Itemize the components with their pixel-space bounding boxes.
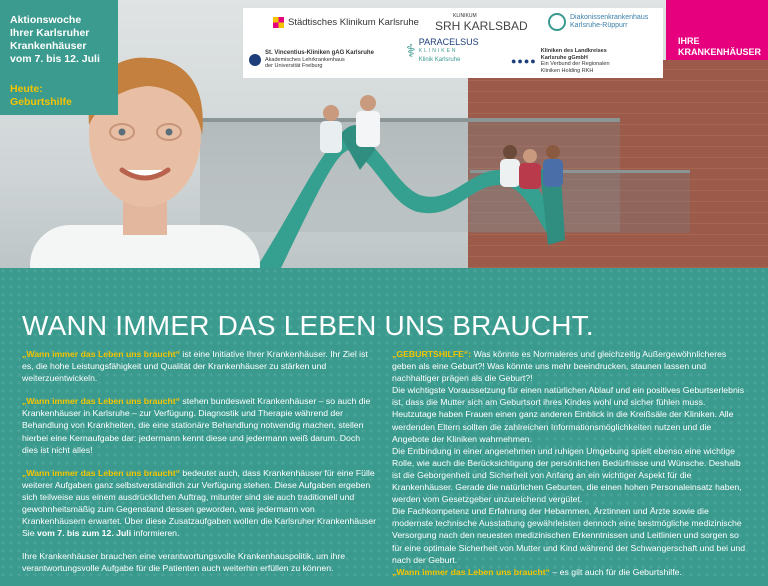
paracelsus-icon: ⚕ bbox=[406, 41, 416, 61]
sidebar-line-3: Krankenhäuser bbox=[10, 40, 87, 52]
left-paragraph-4: Ihre Krankenhäuser brauchen eine verantwortungsvolle Krankenhauspolitik, um ihre verantwortungsvolle Aufgabe für die Patienten auch weiterhin erfüllen zu können. bbox=[22, 551, 346, 574]
right-paragraph-4: Die Entbindung in einer angenehmen und ruhigen Umgebung spielt ebenso eine wichtige Rolle, wie auch die Berücksichtigung der persönlichen Bedürfnisse und Wünsche. Deshalb ist die Geborgenheit und Sicherheit von Anfang an ein wichtiger Aspekt für die Krankenhäuser. Gerade die natürlichen Geburten, die einen hohen Personaleinsatz haben, werden vom Gesetzgeber unzureichend vergütet. bbox=[392, 445, 742, 505]
right-paragraph-2: Die wichtigste Voraussetzung für einen natürlichen Ablauf und ein positives Geburtserlebnis ist, dass die Mutter sich am Geburtsort ihres Kindes wohl und sicher fühlen muss. bbox=[392, 385, 745, 408]
logo-diakonissen bbox=[548, 13, 648, 31]
landkreis-icon: ●●●● bbox=[511, 56, 537, 66]
stkk-icon bbox=[273, 17, 284, 28]
sidebar-line-2: Ihrer Karlsruher bbox=[10, 27, 90, 39]
today-label: Heute: bbox=[10, 83, 43, 95]
today-topic bbox=[10, 83, 72, 109]
sidebar-line-1: Aktionswoche bbox=[10, 14, 82, 26]
left-paragraph-2: „Wann immer das Leben uns braucht“ stehen bundesweit Krankenhäuser – so auch die Krankenhäuser in Karlsruhe – zur Verfügung. Diagnostik und Therapie während der Behandlung von Krankheiten, die eine stationäre Behandlung notwendig machen, stellen hierbei eine Kernaufgabe dar: jedermann kennt diese und jedermann weiß darum. Doch dies ist nicht alles! bbox=[22, 396, 371, 455]
srh-small: KLINIKUM bbox=[453, 13, 477, 19]
logo-staedtisches-klinikum bbox=[273, 17, 419, 28]
land-line-3: Ein Verbund der Regionalen bbox=[540, 61, 610, 67]
ihre-krankenhaeuser-badge bbox=[666, 0, 768, 60]
vinc-line-1: St. Vincentius-Kliniken gAG Karlsruhe bbox=[265, 50, 374, 56]
diak-line-2: Karlsruhe-Rüppurr bbox=[570, 22, 628, 29]
vinc-line-2: Akademisches Lehrkrankenhaus bbox=[265, 56, 345, 63]
logo-landkreis bbox=[511, 48, 610, 74]
badge-line-1: IHRE bbox=[678, 36, 700, 46]
logo-paracelsus bbox=[406, 38, 479, 65]
vincentius-icon bbox=[249, 54, 261, 66]
vinc-line-3: der Universität Freiburg bbox=[265, 63, 323, 69]
left-paragraph-3: „Wann immer das Leben uns braucht“ bedeutet auch, dass Krankenhäuser für eine Fülle weiterer Aufgaben ganz selbstverständlich zur Verfügung stehen. Diese Aufgaben ergeben sich teilweise aus einem ausdrücklichen Auftrag, mitunter sind sie auch traditionell und gewohnheitsmäßig zum Gegenstand dessen geworden, was jedermann von Krankenhäusern erwartet. Über diese Zusatzaufgaben wollen die Karlsruher Krankenhäuser Sie vom 7. bis zum 12. Juli informieren. bbox=[22, 467, 376, 539]
land-line-2: Karlsruhe gGmbH bbox=[540, 54, 588, 61]
right-paragraph-1: „GEBURTSHILFE“: Was könnte es Normaleres und gleichzeitig Außergewöhnlicheres geben als eine Geburt?! Was könnte uns mehr beeindrucken, staunen lassen und nachhaltiger prägen als die Geburt?! bbox=[392, 349, 727, 384]
right-column bbox=[392, 348, 748, 578]
left-column bbox=[22, 348, 378, 586]
badge-line-2: KRANKENHÄUSER bbox=[678, 47, 762, 57]
left-paragraph-1: „Wann immer das Leben uns braucht“ ist eine Initiative Ihrer Krankenhäuser. Ihr Ziel ist es, die hohe Leistungsfähigkeit und Qualität der Krankenhäuser zu stärken und weiterzuentwickeln. bbox=[22, 349, 368, 384]
logo-srh bbox=[435, 13, 528, 33]
logo-vincentius bbox=[249, 50, 374, 70]
sidebar-line-4: vom 7. bis 12. Juli bbox=[10, 53, 100, 65]
diak-line-1: Diakonissenkrankenhaus bbox=[570, 14, 649, 21]
diak-icon bbox=[548, 13, 566, 31]
right-paragraph-6: „Wann immer das Leben uns braucht“ – es gilt auch für die Geburtshilfe. bbox=[392, 566, 682, 577]
land-line-4: Kliniken Holding RKH bbox=[540, 67, 594, 74]
srh-label: SRH KARLSBAD bbox=[435, 19, 528, 33]
today-topic-text: Geburtshilfe bbox=[10, 96, 72, 108]
stkk-label: Städtisches Klinikum Karlsruhe bbox=[288, 17, 419, 28]
land-line-1: Kliniken des Landkreises bbox=[540, 48, 607, 54]
right-paragraph-5: Die Fachkompetenz und Erfahrung der Hebammen, Ärztinnen und Ärzte sowie die modernste technische Ausstattung gewährleisten dennoch eine bestmögliche medizinische Versorgung nach den neuesten medizinischen Erkenntnissen und Leitlinien und sorgen so für eine optimale Sicherheit von Mutter und Kind während der Schwangerschaft und bei und nach der Geburt. bbox=[392, 506, 746, 565]
para-line-1: PARACELSUS bbox=[418, 37, 479, 47]
hospital-logos bbox=[243, 8, 663, 78]
headline: WANN IMMER DAS LEBEN UNS BRAUCHT. bbox=[22, 310, 594, 341]
para-line-2: KLINIKEN bbox=[418, 48, 458, 54]
right-paragraph-3: Heutzutage haben Frauen einen ganz anderen Einblick in die Kreißsäle der Kliniken. Alle werdenden Eltern sollten die zahlreichen Informationsmöglichkeiten nutzen und die Angebote der Kliniken wahrnehmen. bbox=[392, 409, 734, 444]
para-line-3: Klinik Karlsruhe bbox=[418, 57, 461, 63]
